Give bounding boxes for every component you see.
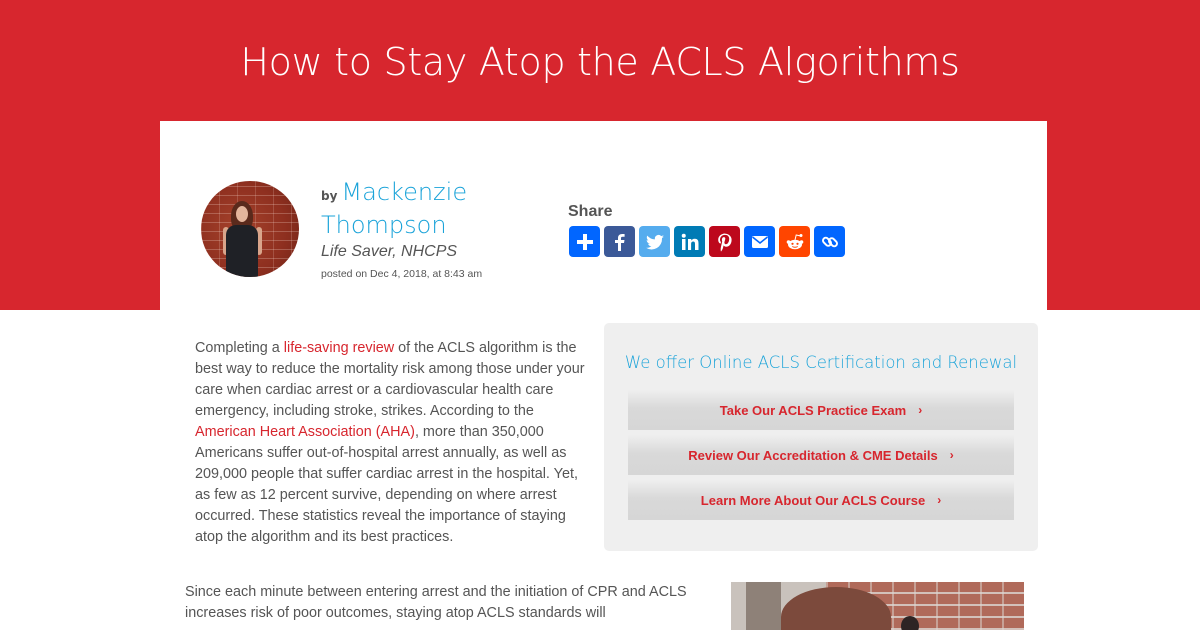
link-icon — [820, 232, 840, 252]
author-avatar — [201, 181, 299, 277]
certification-promo-box — [604, 323, 1038, 551]
person-head-image — [901, 616, 919, 630]
author-block — [321, 178, 521, 280]
promo-title: We offer Online ACLS Certification and Renewal — [624, 353, 1018, 372]
intro-text: , more than 350,000 Americans suffer out-of-hospital arrest annually, as well as 209,000 people that suffer cardiac arrest in the hospital. Yet, as few as 12 percent survive, depending on where arrest occurred. These statistics reveal the importance of staying atop the algorithm and its best practices. — [195, 424, 578, 545]
twitter-icon — [645, 232, 665, 252]
learn-more-course-button[interactable] — [628, 480, 1014, 520]
linkedin-icon — [680, 232, 700, 252]
share-twitter-button[interactable] — [639, 226, 670, 257]
share-email-button[interactable] — [744, 226, 775, 257]
avatar-face — [236, 206, 248, 222]
share-linkedin-button[interactable] — [674, 226, 705, 257]
share-add-button[interactable] — [569, 226, 600, 257]
author-name-link[interactable]: Mackenzie Thompson — [321, 178, 468, 239]
page-title: How to Stay Atop the ACLS Algorithms — [240, 40, 960, 84]
by-label: by — [321, 189, 338, 203]
article-paragraph-2: Since each minute between entering arrest and the initiation of CPR and ACLS increases risk of poor outcomes, staying atop ACLS standards will — [185, 584, 687, 621]
button-label: Review Our Accreditation & CME Details — [688, 447, 938, 463]
life-saving-review-link[interactable]: life-saving review — [283, 340, 395, 356]
chevron-right-icon: › — [918, 403, 923, 417]
intro-text: Completing a — [195, 340, 284, 356]
article-intro-paragraph — [195, 338, 590, 548]
chevron-right-icon: › — [937, 493, 942, 507]
avatar-dress — [226, 225, 258, 277]
accreditation-details-button[interactable] — [628, 435, 1014, 475]
email-icon — [750, 232, 770, 252]
intro-text: of the ACLS algorithm is the best way to reduce the mortality risk among those under your care when cardiac arrest or a cardiovascular health care emergency, including stroke, strikes. According to the — [195, 340, 585, 419]
share-label: Share — [568, 203, 613, 220]
pinterest-icon — [715, 232, 735, 252]
share-buttons — [569, 226, 845, 257]
author-role: Life Saver, NHCPS — [321, 243, 458, 260]
reddit-icon — [785, 232, 805, 252]
pillar-image — [746, 582, 781, 630]
practice-exam-button[interactable] — [628, 390, 1014, 430]
aha-link[interactable]: American Heart Association (AHA) — [195, 424, 415, 440]
share-copy-link-button[interactable] — [814, 226, 845, 257]
plus-icon — [575, 232, 595, 252]
chevron-right-icon: › — [949, 448, 954, 462]
facebook-icon — [610, 232, 630, 252]
share-pinterest-button[interactable] — [709, 226, 740, 257]
author-name-line — [321, 178, 521, 240]
button-label: Take Our ACLS Practice Exam — [719, 402, 907, 418]
posted-date: posted on Dec 4, 2018, at 8:43 am — [321, 268, 483, 280]
button-label: Learn More About Our ACLS Course — [700, 492, 926, 508]
share-facebook-button[interactable] — [604, 226, 635, 257]
article-photo — [731, 582, 1024, 630]
share-reddit-button[interactable] — [779, 226, 810, 257]
